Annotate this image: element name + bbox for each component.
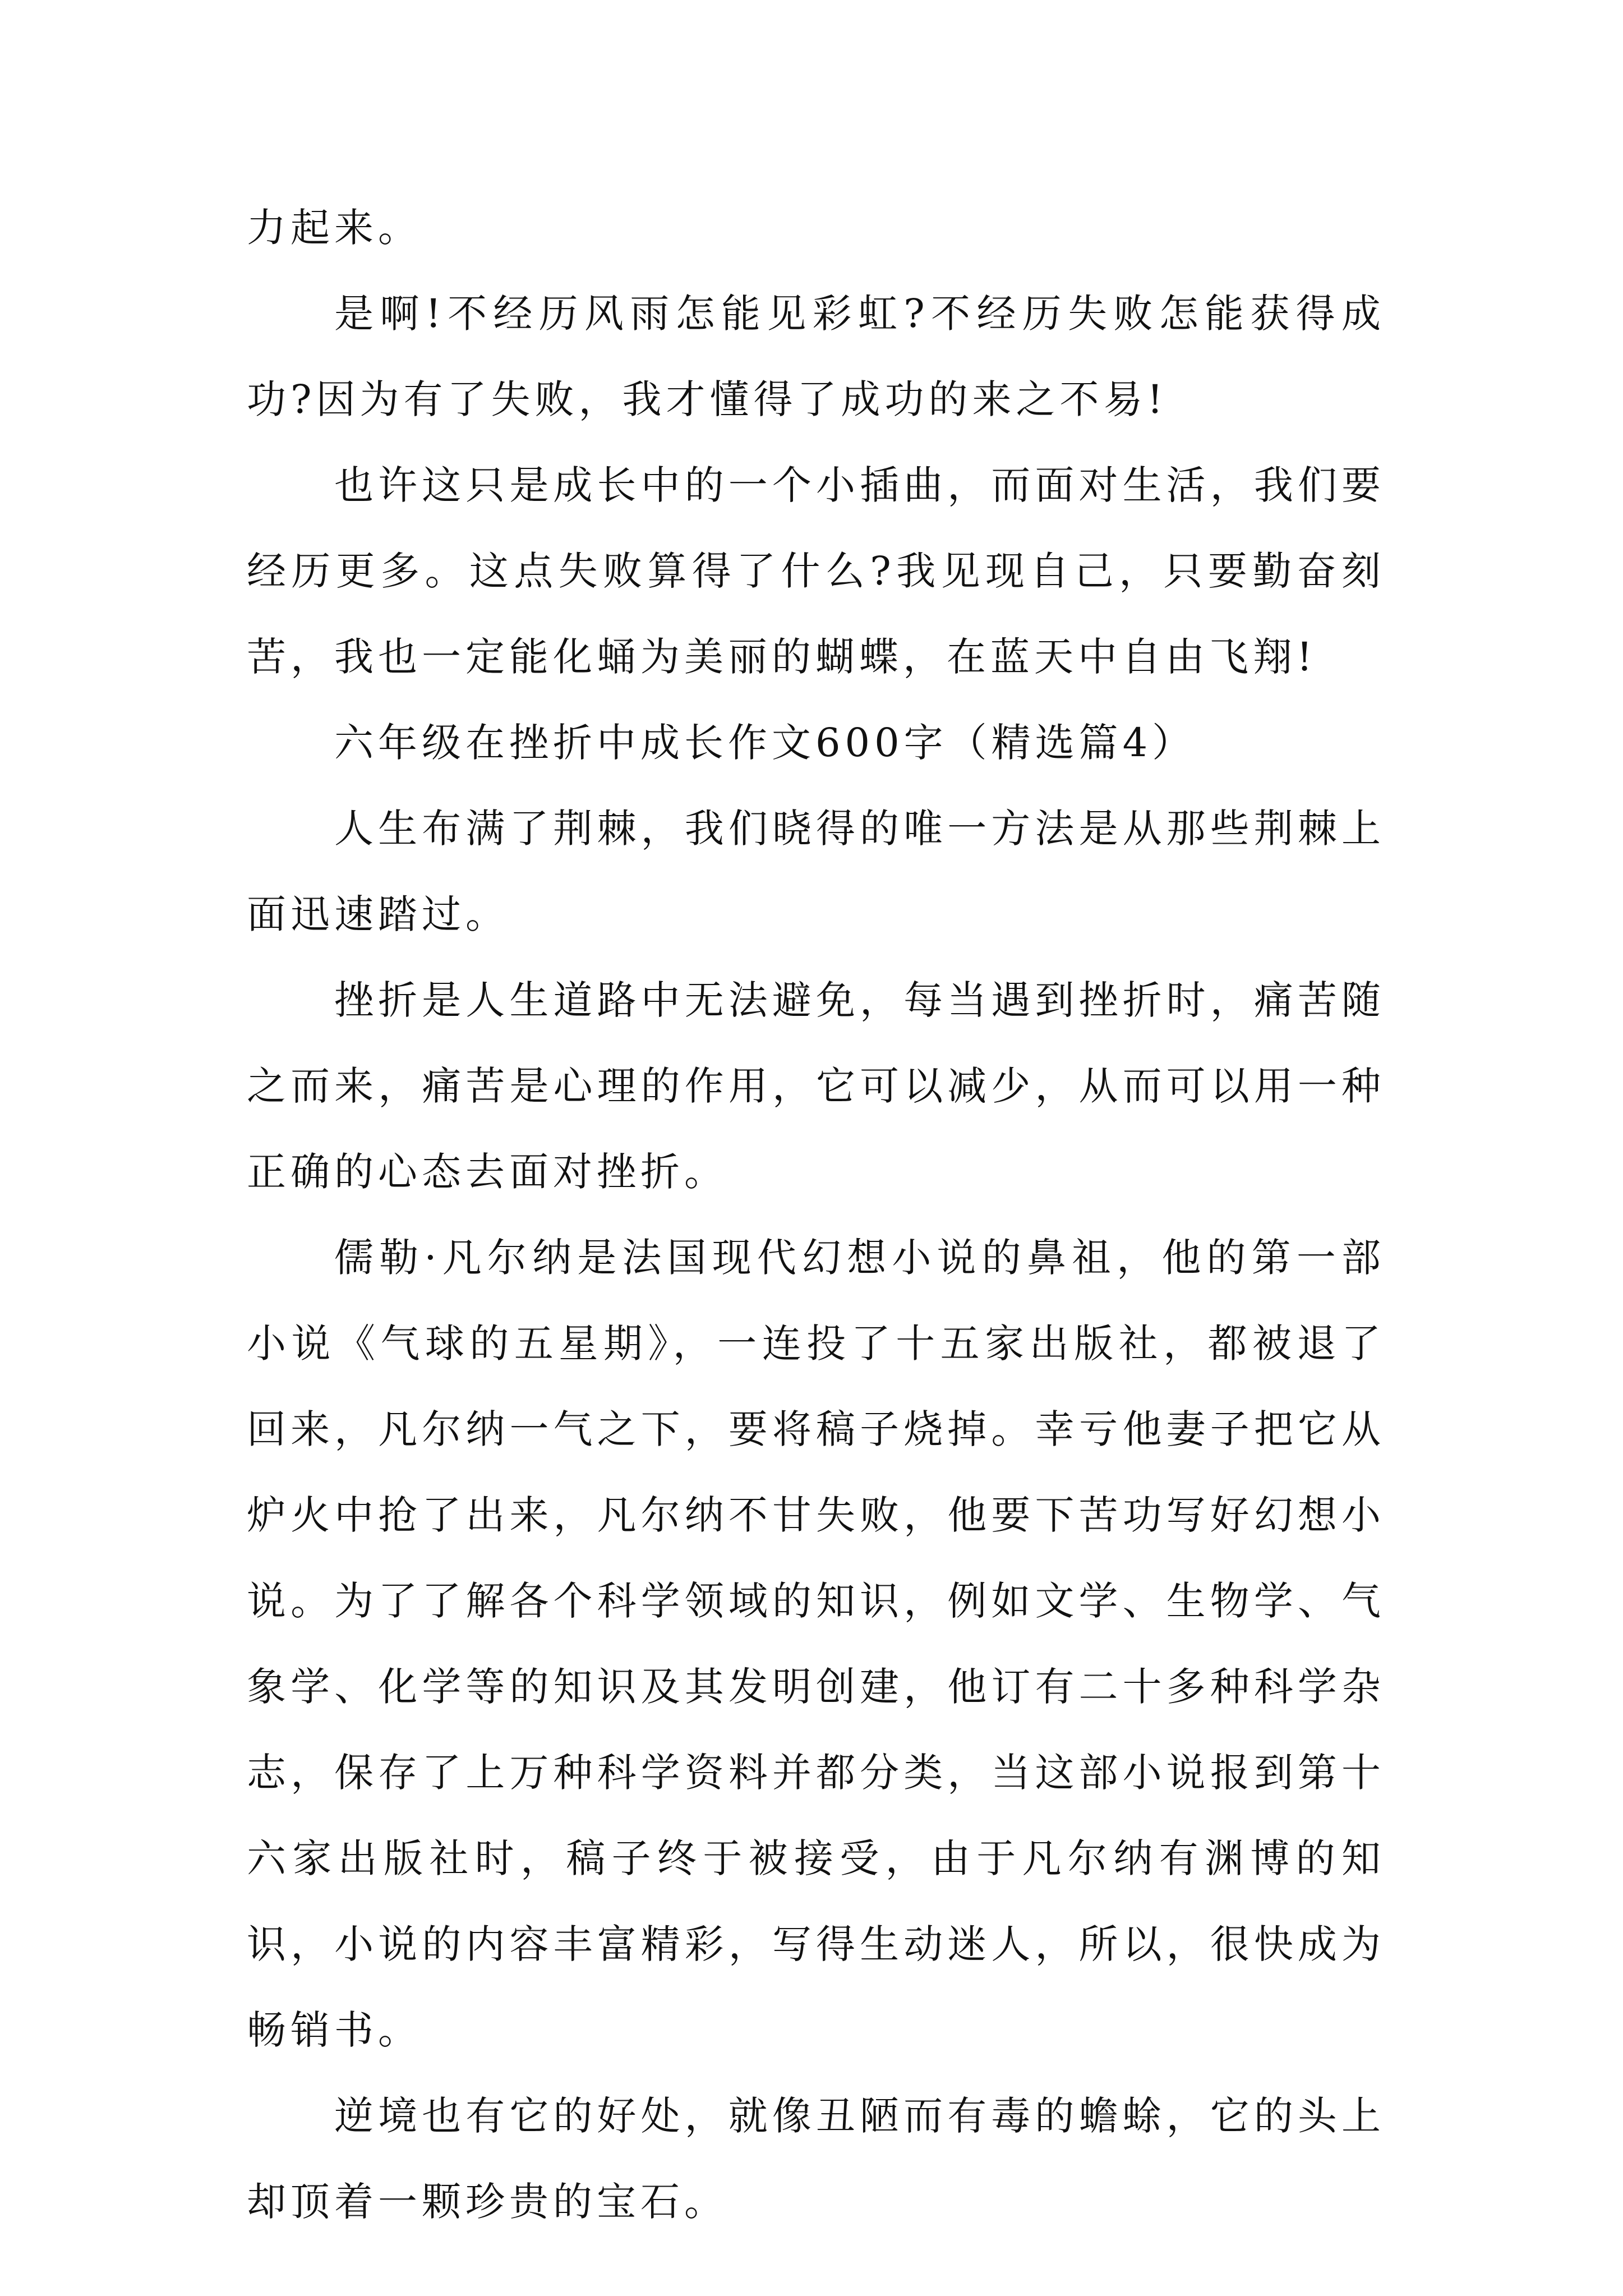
paragraph-continuation: 力起来。 xyxy=(247,205,422,251)
paragraph: 挫折是人生道路中无法避免，每当遇到挫折时，痛苦随之而来，痛苦是心理的作用，它可以减少，从而可以用一种正确的心态去面对挫折。 xyxy=(247,977,1385,1195)
document-body xyxy=(247,185,1385,2245)
section-heading: 六年级在挫折中成长作文600字（精选篇4） xyxy=(334,720,1196,766)
paragraph: 逆境也有它的好处，就像丑陋而有毒的蟾蜍，它的头上却顶着一颗珍贵的宝石。 xyxy=(247,2093,1385,2225)
paragraph: 儒勒·凡尔纳是法国现代幻想小说的鼻祖，他的第一部小说《气球的五星期》，一连投了十五家出版社，都被退了回来，凡尔纳一气之下，要将稿子烧掉。幸亏他妻子把它从炉火中抢了出来，凡尔纳不甘失败，他要下苦功写好幻想小说。为了了解各个科学领域的知识，例如文学、生物学、气象学、化学等的知识及其发明创建，他订有二十多种科学杂志，保存了上万种科学资料并都分类，当这部小说报到第十六家出版社时，稿子终于被接受，由于凡尔纳有渊博的知识，小说的内容丰富精彩，写得生动迷人，所以，很快成为畅销书。 xyxy=(247,1235,1385,2053)
paragraph: 是啊!不经历风雨怎能见彩虹?不经历失败怎能获得成功?因为有了失败，我才懂得了成功的来之不易! xyxy=(247,291,1385,422)
paragraph: 人生布满了荆棘，我们晓得的唯一方法是从那些荆棘上面迅速踏过。 xyxy=(247,806,1385,937)
paragraph: 也许这只是成长中的一个小插曲，而面对生活，我们要经历更多。这点失败算得了什么?我见现自己，只要勤奋刻苦，我也一定能化蛹为美丽的蝴蝶，在蓝天中自由飞翔! xyxy=(247,462,1385,680)
